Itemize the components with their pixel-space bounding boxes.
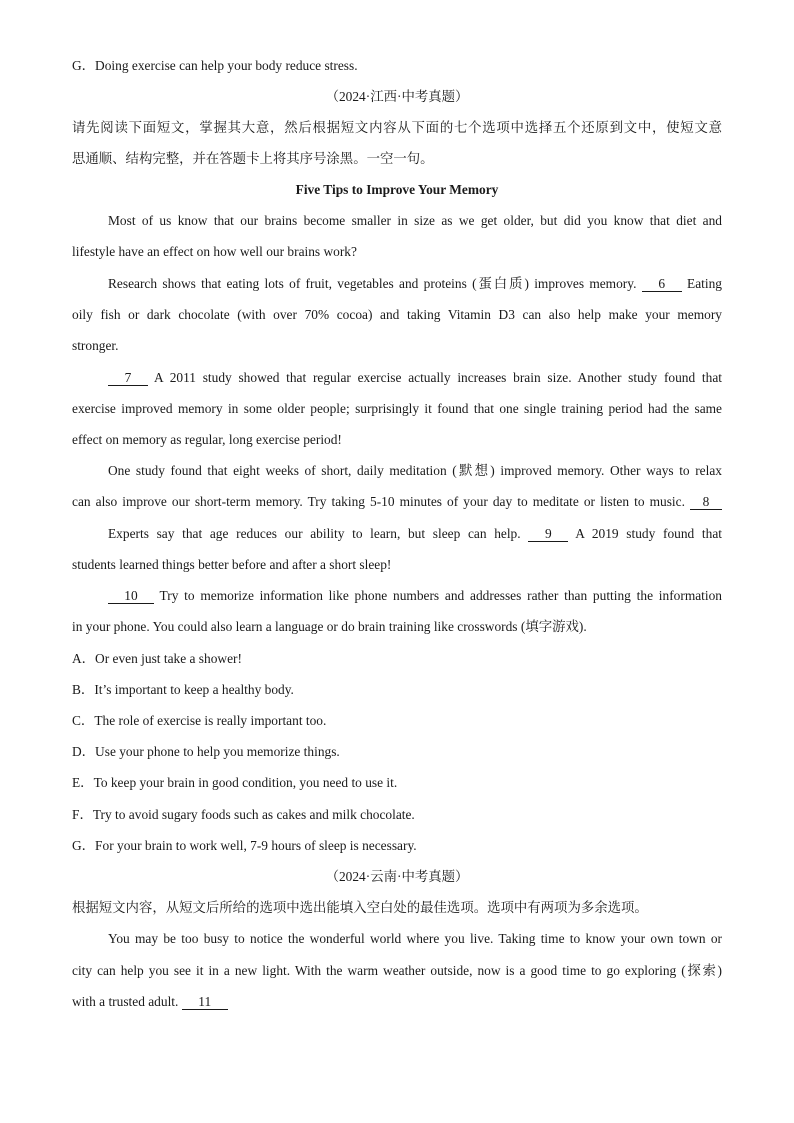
blank-6[interactable]: 6 <box>642 277 682 292</box>
s3-text: with a trusted adult. <box>72 994 179 1009</box>
source-jiangxi: （2024·江西·中考真题） <box>325 89 469 104</box>
p2-text-a: Research shows that eating lots of fruit, vegetables and proteins (蛋白质) improves memory. <box>108 276 637 291</box>
p5-text-b: A 2019 study found that <box>575 526 722 541</box>
option-f: F．Try to avoid sugary foods such as cakes and milk chocolate. <box>72 807 415 822</box>
option-d: D．Use your phone to help you memorize things. <box>72 744 340 759</box>
blank-11[interactable]: 11 <box>182 995 228 1010</box>
p4-text: can also improve our short-term memory. Try taking 5-10 minutes of your day to meditate or listen to music. <box>72 494 685 509</box>
p5-line-2: students learned things better before and after a short sleep! <box>72 557 392 572</box>
s3-p1-line-2: city can help you see it in a new light. With the warm weather outside, now is a good time to go exploring (探索) <box>72 963 722 978</box>
blank-9[interactable]: 9 <box>528 527 568 542</box>
p2-line-1 <box>108 275 722 293</box>
p2-line-2: oily fish or dark chocolate (with over 70% cocoa) and taking Vitamin D3 can also help make your memory <box>72 307 722 322</box>
s3-p1-line-1: You may be too busy to notice the wonderful world where you live. Taking time to know your own town or <box>108 931 722 946</box>
p6-text: Try to memorize information like phone numbers and addresses rather than putting the information <box>159 588 723 603</box>
p3-line-1 <box>108 369 722 387</box>
instruction-line-1: 请先阅读下面短文，掌握其大意，然后根据短文内容从下面的七个选项中选择五个还原到文中，使短文意 <box>72 120 722 135</box>
p1-line-1: Most of us know that our brains become smaller in size as we get older, but did you know that diet and <box>108 213 722 228</box>
instruction-line-2: 思通顺、结构完整，并在答题卡上将其序号涂黑。一空一句。 <box>72 151 434 166</box>
p6-line-2: in your phone. You could also learn a language or do brain training like crosswords (填字游戏). <box>72 619 587 634</box>
section3-instruction: 根据短文内容，从短文后所给的选项中选出能填入空白处的最佳选项。选项中有两项为多余选项。 <box>72 900 648 915</box>
option-g: G．For your brain to work well, 7-9 hours of sleep is necessary. <box>72 838 417 853</box>
p2-text-b: Eating <box>687 276 722 291</box>
p6-line-1 <box>108 587 722 605</box>
passage-title: Five Tips to Improve Your Memory <box>295 182 499 197</box>
blank-8[interactable]: 8 <box>690 495 722 510</box>
p4-line-1: One study found that eight weeks of short, daily meditation (默想) improved memory. Other ways to relax <box>108 463 722 478</box>
p3-line-3: effect on memory as regular, long exercise period! <box>72 432 342 447</box>
s3-p1-line-3 <box>72 993 722 1011</box>
p2-line-3: stronger. <box>72 338 119 353</box>
option-g-previous: G．Doing exercise can help your body reduce stress. <box>72 58 358 73</box>
option-c: C．The role of exercise is really important too. <box>72 713 327 728</box>
source-yunnan: （2024·云南·中考真题） <box>325 869 469 884</box>
option-e: E．To keep your brain in good condition, you need to use it. <box>72 775 398 790</box>
p3-text: A 2011 study showed that regular exercise actually increases brain size. Another study found that <box>154 370 723 385</box>
p5-line-1 <box>108 525 722 543</box>
blank-10[interactable]: 10 <box>108 589 154 604</box>
p5-text-a: Experts say that age reduces our ability to learn, but sleep can help. <box>108 526 521 541</box>
p3-line-2: exercise improved memory in some older people; surprisingly it found that one single training period had the same <box>72 401 722 416</box>
p4-line-2 <box>72 493 722 511</box>
blank-7[interactable]: 7 <box>108 371 148 386</box>
option-a: A．Or even just take a shower! <box>72 651 242 666</box>
option-b: B．It’s important to keep a healthy body. <box>72 682 294 697</box>
p1-line-2: lifestyle have an effect on how well our brains work? <box>72 244 357 259</box>
